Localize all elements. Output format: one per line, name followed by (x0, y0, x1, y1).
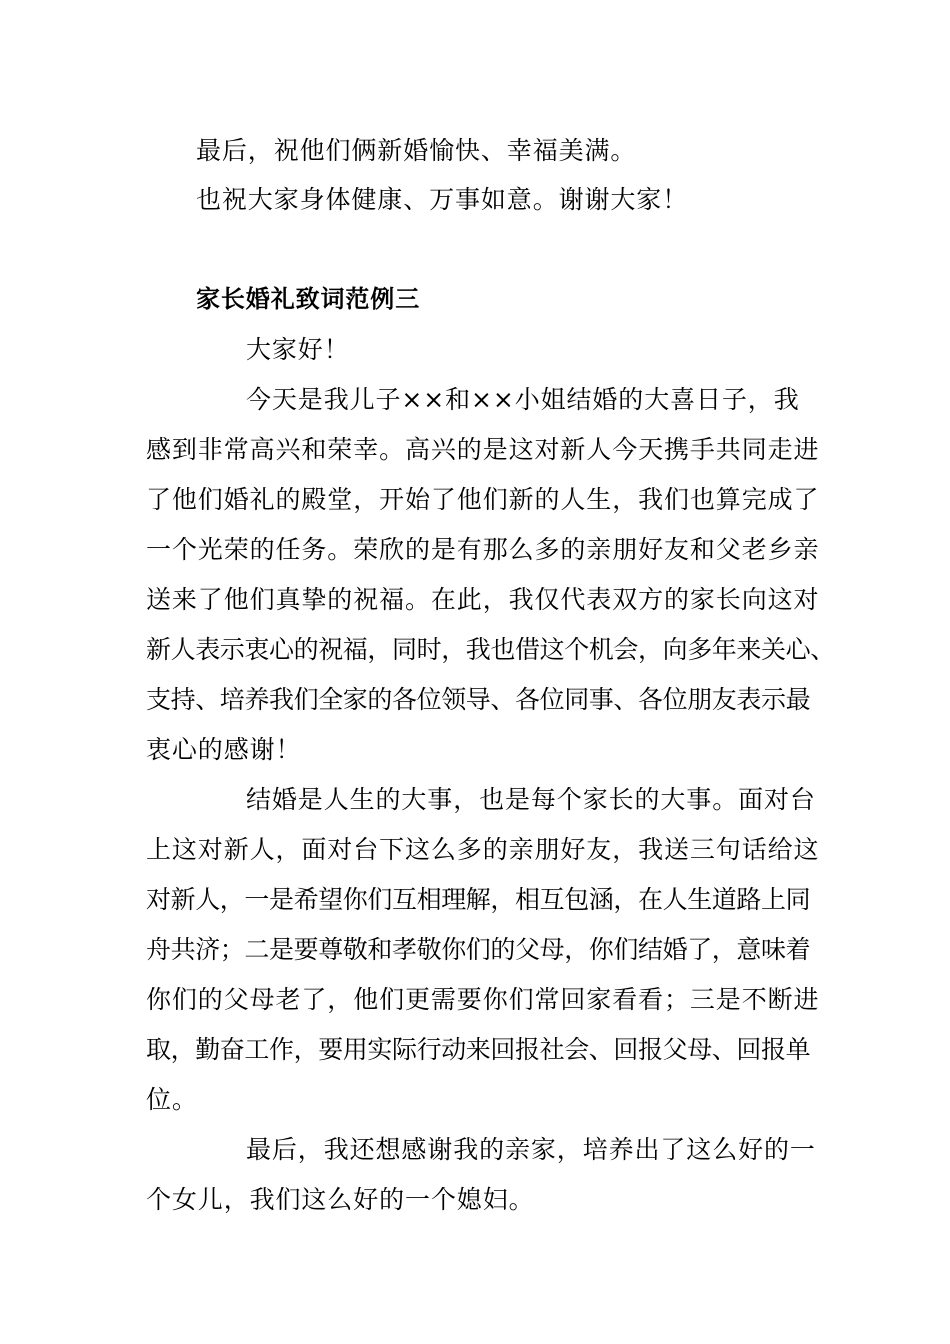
paragraph2-line-7: 位。 (146, 1085, 198, 1114)
paragraph1-line-1: 今天是我儿子××和××小姐结婚的大喜日子，我 (246, 385, 800, 414)
section-title: 家长婚礼致词范例三 (196, 284, 421, 313)
paragraph2-line-1: 结婚是人生的大事，也是每个家长的大事。面对台 (246, 785, 816, 814)
paragraph1-line-4: 一个光荣的任务。荣欣的是有那么多的亲朋好友和父老乡亲 (146, 535, 820, 564)
paragraph1-line-6: 新人表示衷心的祝福，同时，我也借这个机会，向多年来关心、 (146, 635, 835, 664)
paragraph3-line-2: 个女儿，我们这么好的一个媳妇。 (146, 1185, 535, 1214)
paragraph2-line-3: 对新人，一是希望你们互相理解，相互包涵，在人生道路上同 (146, 885, 811, 914)
paragraph1-line-7: 支持、培养我们全家的各位领导、各位同事、各位朋友表示最 (146, 685, 811, 714)
paragraph2-line-2: 上这对新人，面对台下这么多的亲朋好友，我送三句话给这 (146, 835, 820, 864)
closing-line-1: 最后，祝他们俩新婚愉快、幸福美满。 (196, 136, 637, 165)
paragraph2-line-5: 你们的父母老了，他们更需要你们常回家看看；三是不断进 (146, 985, 820, 1014)
paragraph3-line-1: 最后，我还想感谢我的亲家，培养出了这么好的一 (246, 1135, 816, 1164)
paragraph1-line-2: 感到非常高兴和荣幸。高兴的是这对新人今天携手共同走进 (146, 435, 820, 464)
paragraph2-line-6: 取，勤奋工作，要用实际行动来回报社会、回报父母、回报单 (146, 1035, 811, 1064)
paragraph1-line-3: 了他们婚礼的殿堂，开始了他们新的人生，我们也算完成了 (146, 485, 820, 514)
paragraph1-line-5: 送来了他们真挚的祝福。在此，我仅代表双方的家长向这对 (146, 585, 820, 614)
greeting: 大家好！ (246, 335, 350, 364)
closing-line-2: 也祝大家身体健康、万事如意。谢谢大家！ (196, 185, 689, 214)
paragraph1-line-8: 衷心的感谢！ (146, 735, 302, 764)
paragraph2-line-4: 舟共济；二是要尊敬和孝敬你们的父母，你们结婚了，意味着 (146, 935, 811, 964)
